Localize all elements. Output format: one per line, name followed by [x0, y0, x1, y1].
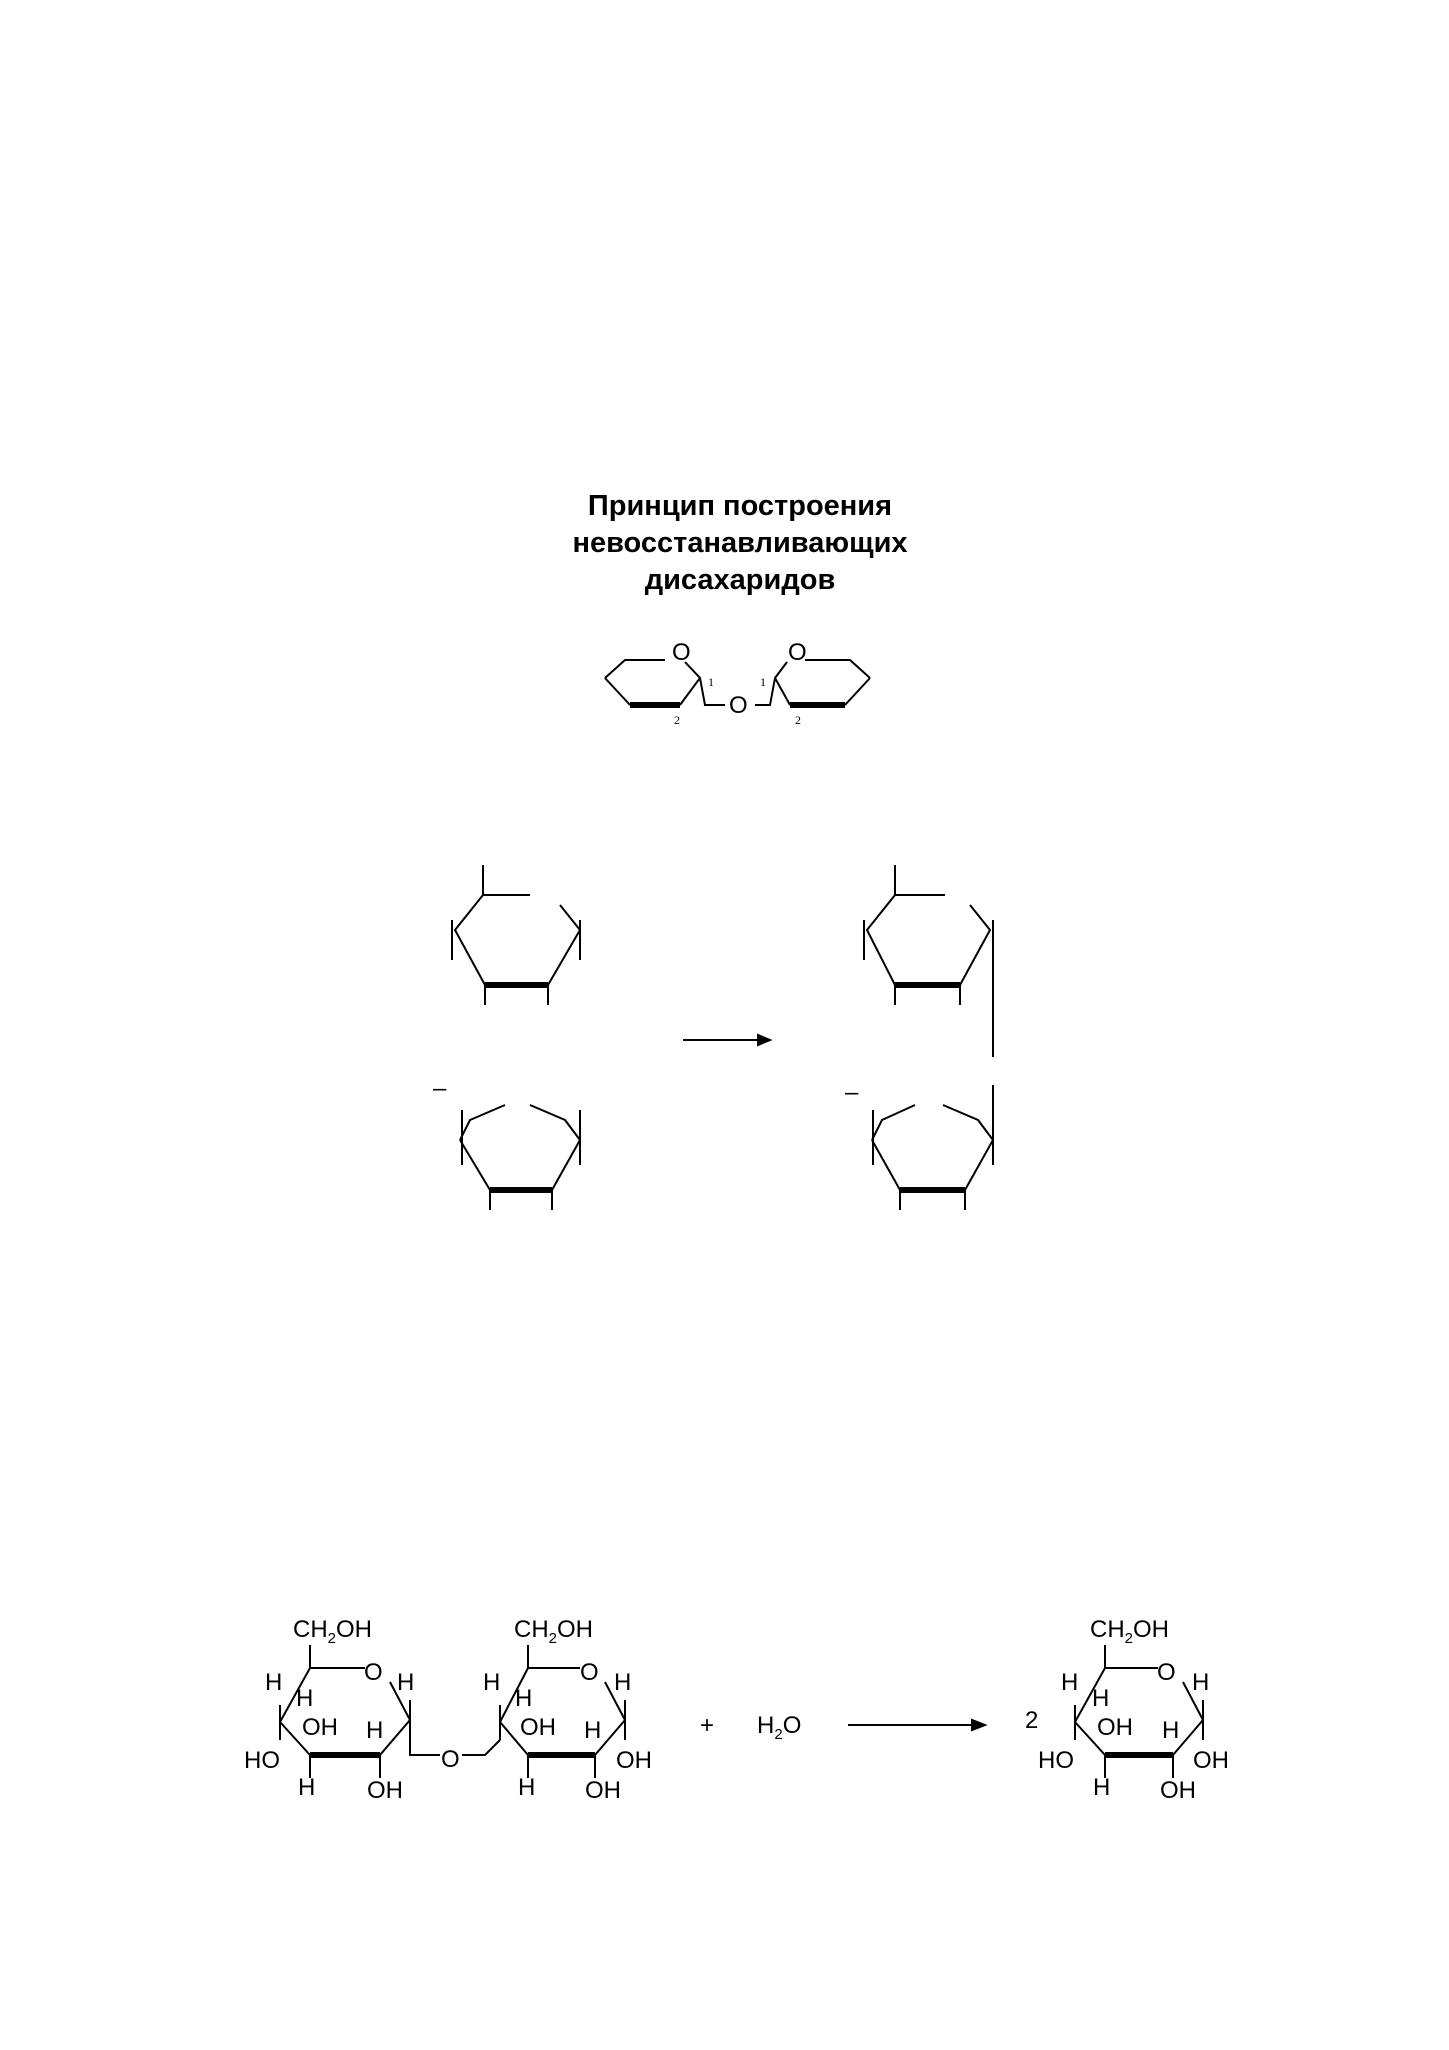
ch2oh-3: $CH_2OH$ — [1090, 1616, 1170, 1647]
h-2d: H — [584, 1717, 602, 1744]
left-pyranose-ring — [605, 660, 700, 705]
minus-sign-right: – — [845, 1079, 859, 1106]
c2-label-left: 2 — [674, 713, 680, 727]
h-1d: H — [366, 1717, 384, 1744]
h-2b: H — [515, 1685, 533, 1712]
ho-1: HO — [244, 1747, 280, 1774]
h-1e: H — [298, 1774, 316, 1801]
title-line-2: невосстанавливающих — [572, 527, 908, 559]
product-pyranose — [864, 865, 993, 1057]
h-3a: H — [1061, 1669, 1079, 1696]
h-2a: H — [483, 1669, 501, 1696]
ring-o-1: O — [364, 1659, 383, 1686]
reactant-furanose — [460, 1105, 580, 1210]
ho-3: HO — [1038, 1747, 1074, 1774]
oh-1a: OH — [302, 1714, 338, 1741]
oh-1b: OH — [367, 1777, 403, 1804]
title-line-3: дисахаридов — [644, 564, 836, 596]
c1-label-right: 1 — [760, 675, 766, 689]
h-3c: H — [1192, 1669, 1210, 1696]
product-furanose — [872, 1085, 993, 1210]
oh-3b: OH — [1193, 1747, 1229, 1774]
h-2c: H — [614, 1669, 632, 1696]
hydrolysis-arrow — [848, 1720, 985, 1730]
h-1a: H — [265, 1669, 283, 1696]
title-line-1: Принцип построения — [587, 490, 893, 522]
hydrolysis-ring-2 — [462, 1645, 625, 1778]
reaction-arrow — [683, 1035, 770, 1045]
bridge-oxygen: O — [729, 692, 748, 719]
oh-3c: OH — [1160, 1777, 1196, 1804]
oh-2b: OH — [616, 1747, 652, 1774]
ring-o-3: O — [1157, 1659, 1176, 1686]
h-3d: H — [1162, 1717, 1180, 1744]
oh-2a: OH — [520, 1714, 556, 1741]
oh-3a: OH — [1097, 1714, 1133, 1741]
ch2oh-1: $CH_2OH$ — [293, 1616, 373, 1647]
plus-sign: + — [700, 1712, 715, 1739]
bridge-o: O — [441, 1746, 460, 1773]
water: $H_2O$ — [757, 1712, 802, 1743]
reactant-pyranose — [452, 865, 580, 1005]
h-2e: H — [518, 1774, 536, 1801]
h-1b: H — [296, 1685, 314, 1712]
c2-label-right: 2 — [795, 713, 801, 727]
h-1c: H — [397, 1669, 415, 1696]
ring-oxygen-left: O — [672, 639, 691, 666]
coefficient: 2 — [1025, 1707, 1039, 1734]
ch2oh-2: $CH_2OH$ — [514, 1616, 594, 1647]
ring-oxygen-right: O — [788, 639, 807, 666]
h-3e: H — [1093, 1774, 1111, 1801]
minus-sign-left: – — [433, 1075, 447, 1102]
h-3b: H — [1092, 1685, 1110, 1712]
ring-o-2: O — [580, 1659, 599, 1686]
oh-2c: OH — [585, 1777, 621, 1804]
right-pyranose-ring — [775, 660, 870, 705]
c1-label-left: 1 — [708, 675, 714, 689]
